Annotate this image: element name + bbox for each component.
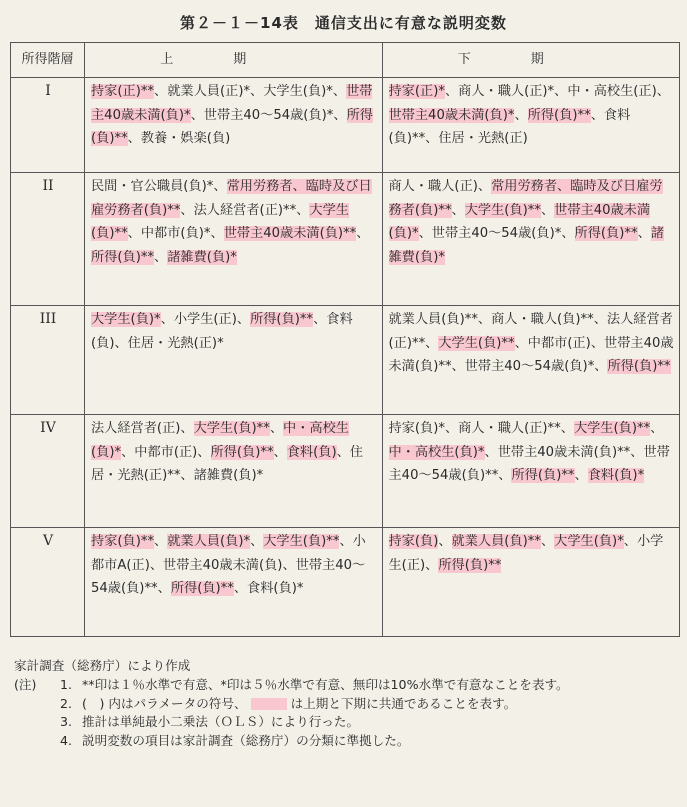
common-variable: 大学生(負)** (438, 335, 515, 351)
common-variable: 食料(負) (286, 444, 337, 460)
variable-text: 就業人員(負)**、商人・職人(負)**、法人経営者(正)**、 (388, 312, 673, 351)
common-variable: 大学生(負)** (573, 421, 651, 436)
common-variable: 持家(正)* (388, 84, 445, 99)
note-number: 1. (60, 676, 73, 692)
variable-text: 、 (514, 107, 528, 123)
variable-text: 、 (650, 421, 664, 436)
note-number: 3. (60, 714, 73, 730)
variables-table (10, 42, 680, 637)
second-half-cell (382, 78, 680, 173)
second-half-cell (382, 415, 680, 528)
variable-text: 、 (451, 202, 465, 218)
common-variable: 就業人員(負)** (451, 534, 541, 549)
variable-text: 、食料(負)* (233, 581, 304, 596)
common-variable: 就業人員(負)* (167, 534, 251, 549)
income-level-cell: V (11, 528, 85, 637)
variable-text: 、小学生(正)、 (388, 534, 664, 573)
variable-text: 、 (637, 226, 651, 241)
note-item (14, 713, 679, 732)
common-variable: 諸雑費(負)* (388, 226, 664, 265)
common-variable: 所得(負)** (210, 444, 274, 460)
common-variable: 所得(負)** (91, 107, 373, 146)
variable-text: 、世帯主40歳未満(負)**、世帯主40～54歳(負)**、 (388, 444, 670, 483)
second-half-cell (382, 528, 680, 637)
common-variable: 大学生(負)** (91, 202, 349, 241)
variable-text: 、小都市A(正)、世帯主40歳未満(負)、世帯主40～54歳(負)**、 (91, 534, 366, 596)
common-variable: 持家(正)** (91, 84, 155, 99)
common-variable: 所得(負)** (250, 312, 314, 327)
common-variable: 大学生(負)** (263, 534, 340, 549)
table-row (11, 415, 680, 528)
note-number: 4. (60, 733, 73, 749)
common-variable: 世帯主40歳未満(負)** (223, 226, 357, 241)
variable-text: 、 (438, 534, 452, 549)
note-number: 2. (60, 695, 73, 711)
second-half-cell (382, 306, 680, 415)
variable-text: 法人経営者(正)、 (91, 421, 194, 436)
common-variable: 食料(負)* (587, 468, 645, 483)
income-level-cell: I (11, 78, 85, 173)
header-first-half: 上期 (85, 43, 383, 78)
variable-text: 、 (356, 226, 370, 241)
header-income-level: 所得階層 (11, 43, 85, 78)
common-variable: 常用労務者、臨時及び日雇労務者(負)** (388, 179, 663, 218)
highlight-swatch (251, 698, 287, 710)
note-text: 説明変数の項目は家計調査（総務庁）の分類に準拠した。 (82, 733, 410, 749)
variable-text: 、世帯主40～54歳(負)*、 (190, 107, 347, 123)
common-variable: 中・高校生(負)* (388, 444, 485, 460)
common-variable: 所得(負)** (170, 581, 234, 596)
common-variable: 世帯主40歳未満(負)* (91, 84, 373, 123)
variable-text: 、就業人員(正)*、大学生(負)*、 (154, 84, 347, 99)
second-half-cell (382, 173, 680, 306)
first-half-cell (85, 173, 383, 306)
variable-text: 、 (574, 468, 588, 483)
table-row (11, 78, 680, 173)
variable-text: 、食料(負)、住居・光熱(正)* (91, 312, 353, 351)
common-variable: 常用労務者、臨時及び日雇労務者(負)** (91, 179, 372, 218)
table-row (11, 306, 680, 415)
table-row (11, 528, 680, 637)
variable-text: 、小学生(正)、 (160, 312, 251, 327)
variable-text: 、 (154, 249, 168, 265)
common-variable: 大学生(負)* (554, 534, 624, 549)
variable-text: 、 (540, 534, 555, 549)
variable-text: 、 (269, 421, 284, 436)
common-variable: 中・高校生(負)* (91, 421, 349, 460)
note-item (14, 676, 679, 695)
first-half-cell (85, 78, 383, 173)
variable-text: 商人・職人(正)、 (388, 179, 492, 194)
first-half-cell (85, 415, 383, 528)
note-text-part: ( ) 内はパラメータの符号、 (82, 695, 247, 711)
common-variable: 世帯主40歳未満(負)* (388, 107, 515, 123)
common-variable: 大学生(負)* (91, 312, 161, 327)
common-variable: 所得(負)** (527, 107, 591, 123)
income-level-cell: II (11, 173, 85, 306)
note-text-part: は上期と下期に共通であることを表す。 (290, 695, 517, 711)
variable-text: 持家(負)*、商人・職人(正)**、 (388, 421, 574, 436)
variable-text: 、 (250, 534, 264, 549)
common-variable: 所得(負)** (607, 359, 671, 374)
variable-text: 、世帯主40～54歳(負)*、 (418, 226, 575, 241)
table-row (11, 173, 680, 306)
common-variable: 世帯主40歳未満(負)* (388, 202, 651, 241)
common-variable: 大学生(負)** (464, 202, 541, 218)
header-second-half: 下期 (382, 43, 680, 78)
income-level-cell: IV (11, 415, 85, 528)
common-variable: 諸雑費(負)* (167, 249, 237, 265)
common-variable: 持家(負)** (91, 534, 155, 549)
variable-text: 、中都市(負)*、 (127, 226, 224, 241)
common-variable: 大学生(負)** (193, 421, 270, 436)
variable-text: 、法人経営者(正)**、 (180, 202, 310, 218)
first-half-cell (85, 528, 383, 637)
notes (14, 657, 679, 751)
variable-text: 、 (154, 534, 168, 549)
note-item (14, 695, 679, 714)
variable-text: 、教養・娯楽(負) (127, 131, 231, 146)
common-variable: 所得(負)** (511, 468, 575, 483)
common-variable: 所得(負)** (574, 226, 638, 241)
note-text: **印は１％水準で有意、*印は５％水準で有意、無印は10%水準で有意なことを表す。 (82, 676, 569, 692)
income-level-cell: III (11, 306, 85, 415)
variable-text: 民間・官公職員(負)*、 (91, 179, 227, 194)
note-text: 推計は単純最小二乗法（ＯＬＳ）により行った。 (82, 714, 360, 730)
variable-text: 、食料(負)**、住居・光熱(正) (388, 107, 631, 146)
first-half-cell (85, 306, 383, 415)
note-text (82, 695, 679, 714)
variable-text: 、住居・光熱(正)**、諸雑費(負)* (91, 444, 363, 483)
table-header-row (11, 43, 680, 78)
source-note: 家計調査（総務庁）により作成 (14, 658, 191, 673)
variable-text: 、中都市(正)、世帯主40歳未満(負)**、世帯主40～54歳(負)*、 (388, 335, 674, 374)
variable-text: 、中都市(正)、 (121, 444, 211, 460)
note-lead: (注) (14, 676, 37, 692)
common-variable: 持家(負) (388, 534, 439, 549)
variable-text: 、 (540, 202, 555, 218)
common-variable: 所得(負)** (438, 557, 502, 573)
variable-text: 、商人・職人(正)*、中・高校生(正)、 (444, 84, 670, 99)
variable-text: 、 (273, 444, 287, 460)
common-variable: 所得(負)** (91, 249, 155, 265)
note-item (14, 732, 679, 751)
table-title: 第２－１－14表 通信支出に有意な説明変数 (180, 14, 507, 32)
